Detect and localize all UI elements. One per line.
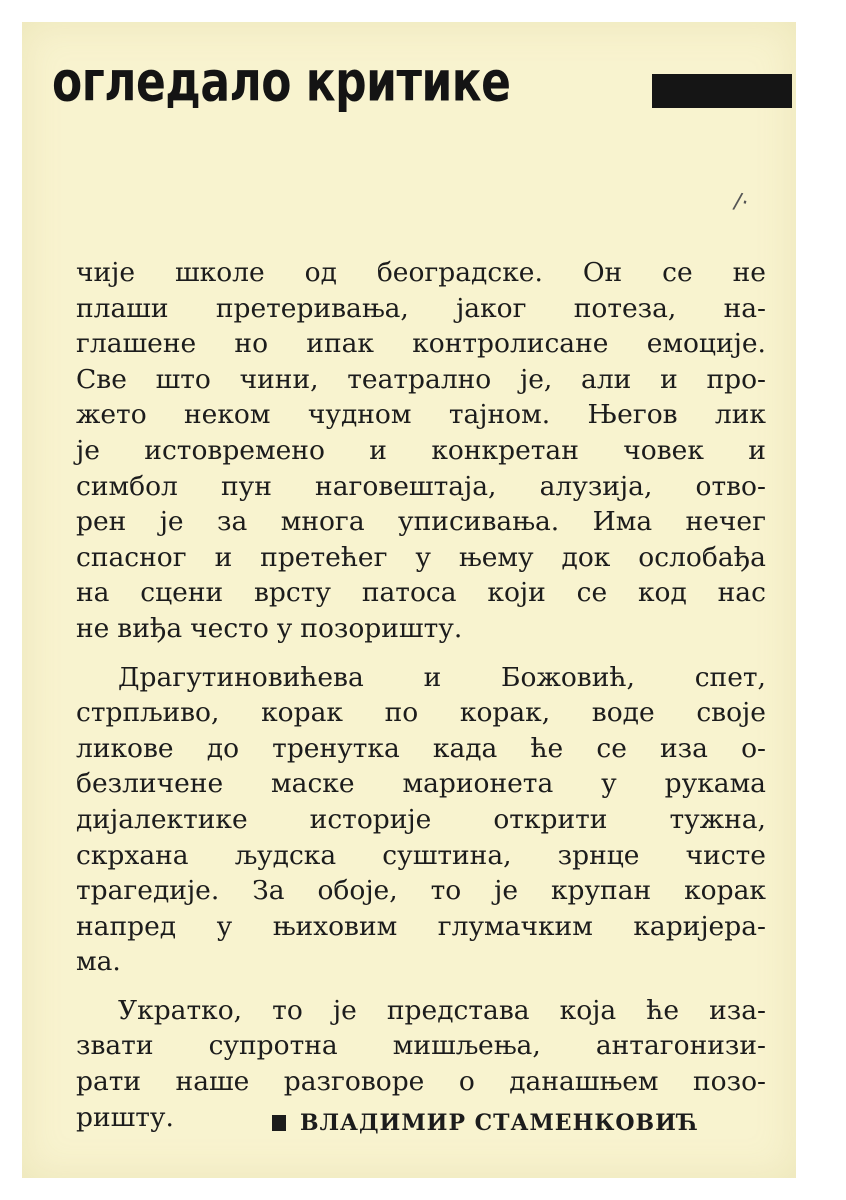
text-line [76,695,766,731]
paragraph-1 [76,255,766,647]
text-line [76,1028,766,1064]
word: но [234,328,269,360]
column-header [52,48,792,118]
word: уписивања. [398,506,560,538]
word: у [601,768,617,800]
word: се [596,732,627,764]
word: лик [714,399,766,431]
word: београдске. [376,257,543,288]
word: врсту [254,577,331,609]
word: и [748,434,766,466]
text-line [76,255,766,291]
word: по [384,697,419,729]
word: За [252,875,285,907]
word: је [494,875,519,907]
word: у [276,612,293,644]
text-line [76,540,766,576]
word: док [561,541,611,573]
word: рати [76,1066,142,1098]
word: не [76,612,110,644]
word: иза [660,732,708,764]
word: али [581,363,632,395]
author-signature [272,1110,699,1136]
word: маске [271,768,355,800]
text-line [76,433,766,469]
word: је [332,994,357,1026]
word: у [216,910,233,942]
word: многа [280,506,365,538]
word: чини, [239,363,319,395]
word: напред [76,910,177,942]
word: Његов [587,399,678,431]
word: сцени [140,577,224,609]
word: марионета [402,768,554,800]
text-line [76,326,766,362]
author-name: ВЛАДИМИР СТАМЕНКОВИЋ [300,1110,700,1136]
word: Драгутиновићева [118,661,364,693]
word: то [272,994,303,1026]
column-title: огледало критике [52,50,511,115]
word: позо- [693,1066,766,1098]
word: Има [592,506,653,538]
text-line [76,611,766,647]
word: и [369,434,387,466]
text-line [76,731,766,767]
word: безличене [76,768,224,800]
word: код [637,577,687,609]
word: њему [458,541,534,573]
word: алузија, [539,470,653,502]
paragraph-gap [76,647,766,660]
word: спасног [76,541,187,573]
word: представа [386,994,530,1026]
word: Укратко, [118,994,243,1026]
word: за [217,506,248,538]
text-line [76,993,766,1029]
text-line [76,766,766,802]
word: корак [684,875,766,907]
text-line [76,909,766,945]
word: открити [493,803,608,835]
word: театрално [347,363,492,395]
word: иза- [709,994,766,1026]
word: о- [741,732,766,764]
word: нечег [685,506,766,538]
word: је, [520,363,553,395]
word: антагонизи- [595,1030,766,1062]
word: глашене [76,328,197,360]
word: ришту. [76,1101,174,1133]
word: корак [261,697,343,729]
word: на- [723,292,766,324]
word: на [76,577,110,609]
word: претећег [260,541,388,573]
word: плаши [76,292,169,324]
word: воде [591,697,655,729]
word: истовремено [144,434,325,466]
word: патоса [361,577,457,609]
word: до [206,732,240,764]
word: зрнце [557,839,640,871]
word: дијалектике [76,803,248,835]
word: жето [76,399,147,431]
paragraph-2 [76,660,766,980]
word: и [423,661,442,693]
word: мишљења, [392,1030,541,1062]
text-line [76,291,766,327]
word: нас [717,577,766,609]
word: наше [175,1066,250,1098]
word: тужна, [669,803,766,835]
text-line [76,660,766,696]
word: ослобађа [638,541,766,573]
text-line [76,362,766,398]
word: тренутка [272,732,400,764]
word: од [304,257,337,288]
word: школе [175,257,265,288]
article-body [76,255,766,1135]
word: људска [234,839,337,871]
word: виђа [117,612,183,644]
word: неком [184,399,271,431]
word: што [155,363,211,395]
word: позоришту. [300,612,463,644]
word: разговоре [283,1066,425,1098]
word: обоје, [317,875,398,907]
word: је [159,506,184,538]
paragraph-gap [76,980,766,993]
text-line [76,873,766,909]
word: је [76,434,100,466]
word: Он [582,257,623,288]
text-line [76,575,766,611]
word: о [458,1066,475,1098]
word: контролисане [412,328,609,360]
word: трагедије. [76,875,220,907]
word: рен [76,506,127,538]
word: који [487,577,546,609]
text-line [76,397,766,433]
word: често [190,612,269,644]
word: рукама [664,768,766,800]
signature-square-icon [272,1115,286,1131]
word: човек [623,434,704,466]
word: наговештаја, [315,470,497,502]
word: то [430,875,462,907]
word: чудном [307,399,412,431]
word: која [559,994,617,1026]
word: и [214,541,233,573]
word: пун [220,470,272,502]
word: потеза, [573,292,677,324]
word: каријера- [633,910,766,942]
word: стрпљиво, [76,697,220,729]
word: про- [706,363,766,395]
word: њиховим [272,910,398,942]
text-line [76,469,766,505]
word: ће [646,994,680,1026]
stray-mark: /· [731,188,751,217]
word: ипак [306,328,374,360]
text-line [76,1064,766,1100]
word: конкретан [431,434,579,466]
word: претеривања, [215,292,409,324]
word: Божовић, [501,661,635,693]
word: чисте [685,839,766,871]
word: се [662,257,693,288]
word: крупан [550,875,652,907]
word: звати [76,1030,154,1062]
word: се [576,577,608,609]
word: ма. [76,946,121,978]
word: глумачким [437,910,593,942]
word: тајном. [448,399,551,431]
word: у [415,541,431,573]
text-line [76,504,766,540]
word: отво- [695,470,766,502]
word: и [660,363,678,395]
word: Све [76,363,127,395]
word: данашњем [509,1066,659,1098]
word: историје [309,803,432,835]
word: ликове [76,732,174,764]
word: спет, [694,661,766,693]
text-line [76,802,766,838]
word: корак, [459,697,551,729]
word: ће [530,732,564,764]
word: чије [76,257,136,288]
word: супротна [208,1030,338,1062]
text-line [76,944,766,980]
word: своје [696,697,766,729]
header-black-bar [652,74,792,108]
word: јаког [456,292,527,324]
word: суштина, [382,839,512,871]
word: симбол [76,470,178,502]
text-line [76,838,766,874]
word: скрхана [76,839,189,871]
word: емоције. [646,328,766,360]
word: не [732,257,766,288]
word: када [432,732,498,764]
